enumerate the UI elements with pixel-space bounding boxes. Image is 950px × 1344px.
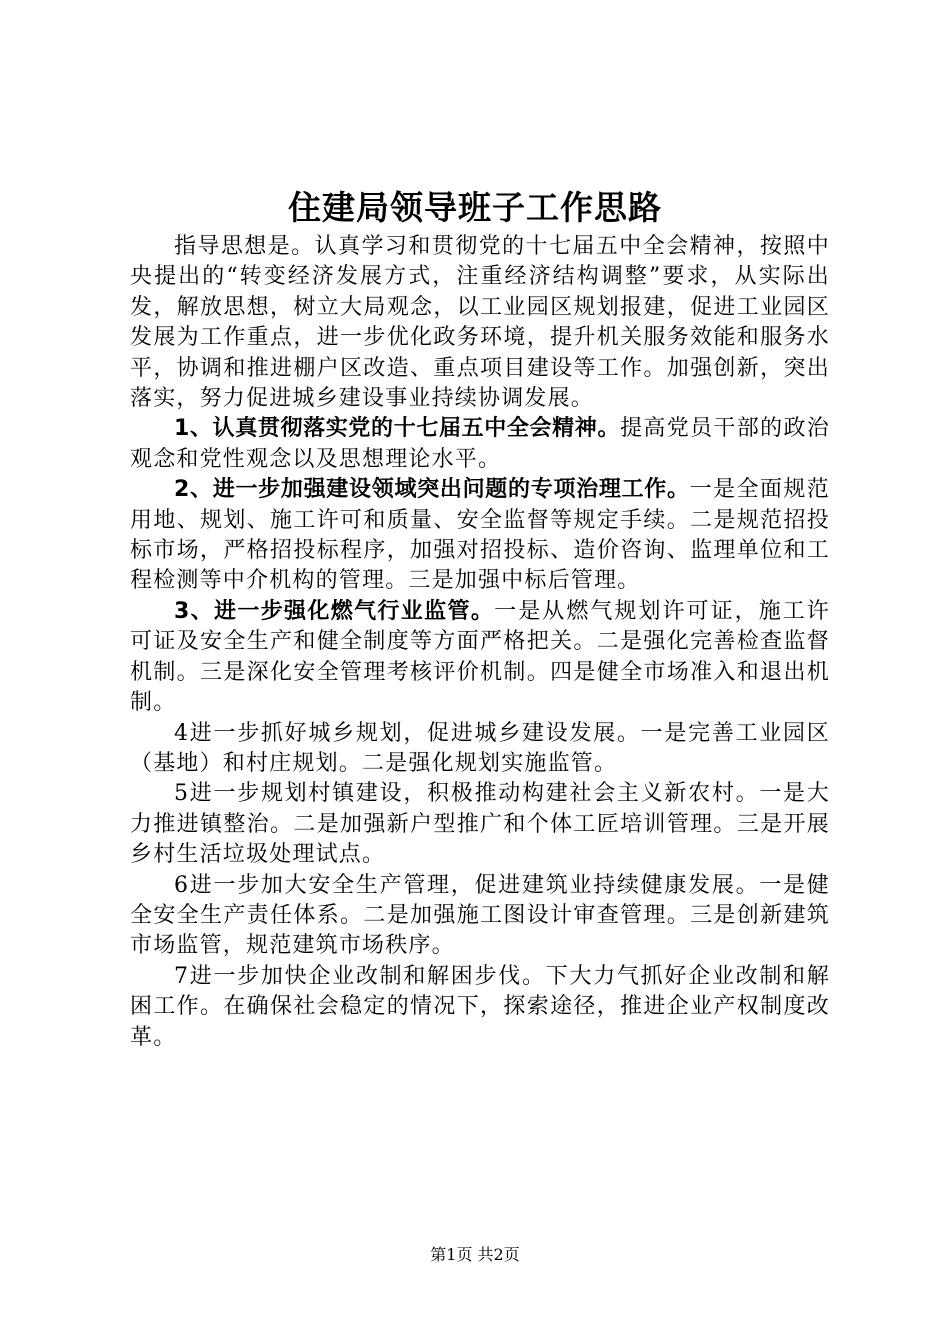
paragraph-item-1	[130, 414, 830, 475]
paragraph-lead: 2、进一步加强建设领域突出问题的专项治理工作。	[174, 477, 690, 503]
paragraph-text: 5进一步规划村镇建设，积极推动构建社会主义新农村。一是大力推进镇整治。二是加强新户型推广和个体工匠培训管理。三是开展乡村生活垃圾处理试点。	[130, 781, 830, 868]
paragraph-item-2	[130, 475, 830, 597]
paragraph-guiding-thought	[130, 232, 830, 414]
paragraph-item-7	[130, 962, 830, 1053]
paragraph-item-6	[130, 871, 830, 962]
page-number-footer: 第1页 共2页	[430, 1245, 520, 1264]
paragraph-lead: 1、认真贯彻落实党的十七届五中全会精神。	[174, 416, 621, 442]
paragraph-text: 6进一步加大安全生产管理，促进建筑业持续健康发展。一是健全安全生产责任体系。二是加强施工图设计审查管理。三是创新建筑市场监管，规范建筑市场秩序。	[130, 872, 830, 959]
paragraph-lead: 3、进一步强化燃气行业监管。	[174, 598, 495, 624]
paragraph-text: 一是全面规范用地、规划、施工许可和质量、安全监督等规定手续。二是规范招投标市场，严格招投标程序，加强对招投标、造价咨询、监理单位和工程检测等中介机构的管理。三是加强中标后管理。	[130, 477, 831, 594]
paragraph-text: 指导思想是。认真学习和贯彻党的十七届五中全会精神，按照中央提出的“转变经济发展方式，注重经济结构调整”要求，从实际出发，解放思想，树立大局观念，以工业园区规划报建，促进工业园区发展为工作重点，进一步优化政务环境，提升机关服务效能和服务水平，协调和推进棚户区改造、重点项目建设等工作。加强创新，突出落实，努力促进城乡建设事业持续协调发展。	[130, 234, 830, 412]
paragraph-text: 提高党员干部的政治观念和党性观念以及思想理论水平。	[130, 416, 830, 472]
paragraph-text: 4进一步抓好城乡规划，促进城乡建设发展。一是完善工业园区（基地）和村庄规划。二是强化规划实施监管。	[130, 720, 830, 776]
paragraph-item-3	[130, 597, 830, 719]
paragraph-item-4	[130, 719, 830, 780]
document-body	[130, 232, 830, 1053]
document-title: 住建局领导班子工作思路	[288, 188, 662, 227]
paragraph-item-5	[130, 779, 830, 870]
paragraph-text: 一是从燃气规划许可证，施工许可证及安全生产和健全制度等方面严格把关。二是强化完善检查监督机制。三是深化安全管理考核评价机制。四是健全市场准入和退出机制。	[130, 598, 830, 716]
paragraph-text: 7进一步加快企业改制和解困步伐。下大力气抓好企业改制和解困工作。在确保社会稳定的情况下，探索途径，推进企业产权制度改革。	[130, 963, 830, 1050]
